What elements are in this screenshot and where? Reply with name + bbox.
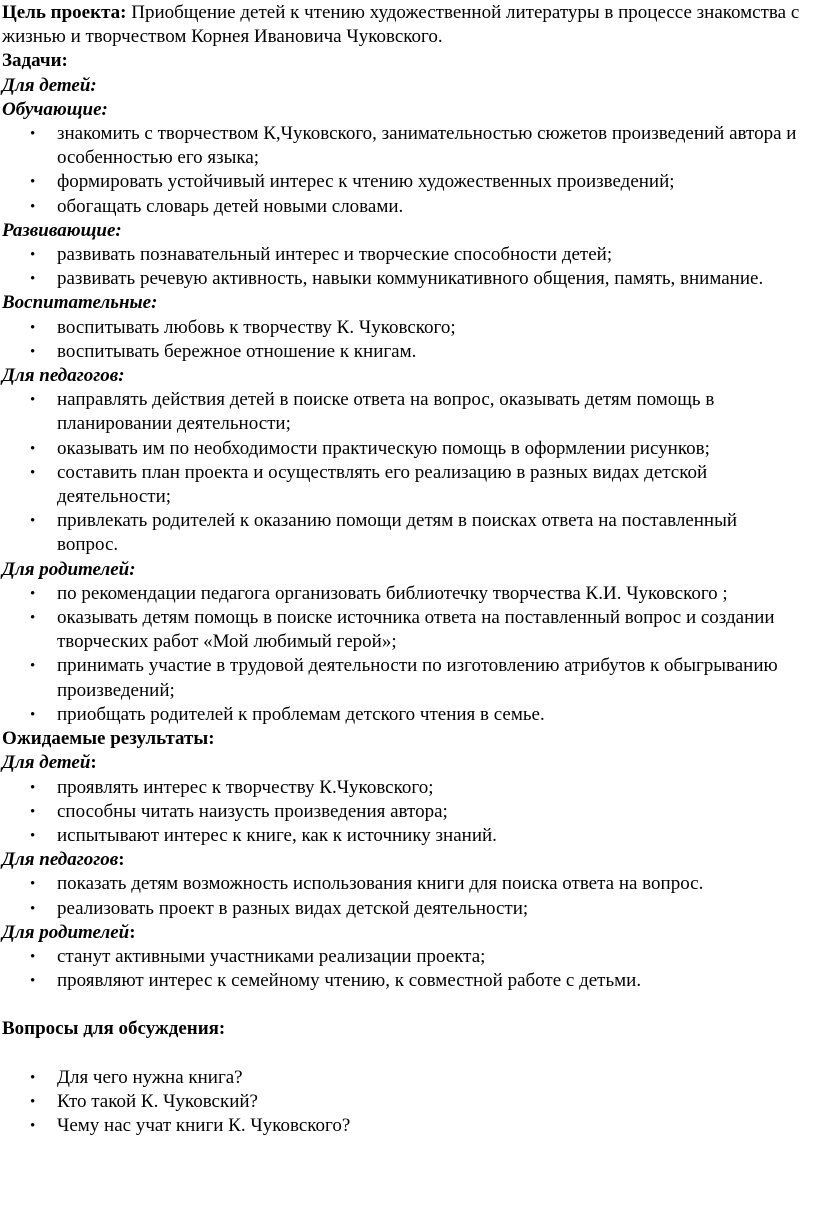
list-item: • воспитывать бережное отношение к книгам. <box>57 340 802 364</box>
list-item: • приобщать родителей к проблемам детского чтения в семье. <box>57 703 802 727</box>
results-parents-heading: Для родителей: <box>2 921 136 943</box>
tasks-teachers-list <box>2 388 802 557</box>
list-item: • Чему нас учат книги К. Чуковского? <box>57 1114 802 1138</box>
tasks-parents-list <box>2 582 802 727</box>
list-item: • составить план проекта и осуществлять его реализацию в разных видах детской деятельности; <box>57 461 802 509</box>
spacer <box>2 993 802 1017</box>
list-item: • формировать устойчивый интерес к чтению художественных произведений; <box>57 170 802 194</box>
tasks-children-heading: Для детей: <box>2 74 97 96</box>
list-item: • по рекомендации педагога организовать библиотечку творчества К.И. Чуковского ; <box>57 582 802 606</box>
project-goal <box>2 1 802 49</box>
teaching-list <box>2 122 802 219</box>
list-item: • Для чего нужна книга? <box>57 1066 802 1090</box>
list-item: • обогащать словарь детей новыми словами. <box>57 195 802 219</box>
questions-list <box>2 1066 802 1139</box>
results-teachers-heading: Для педагогов: <box>2 849 125 871</box>
list-item: • способны читать наизусть произведения автора; <box>57 800 802 824</box>
goal-text: Приобщение детей к чтению художественной литературы в процессе знакомства с жизнью и творчеством Корнея Ивановича Чуковского. <box>2 2 800 48</box>
goal-label: Цель проекта: <box>2 2 127 23</box>
spacer <box>2 1042 802 1066</box>
results-parents-list <box>2 945 802 993</box>
list-item: • реализовать проект в разных видах детской деятельности; <box>57 897 802 921</box>
questions-heading: Вопросы для обсуждения: <box>2 1018 226 1040</box>
list-item: • воспитывать любовь к творчеству К. Чуковского; <box>57 316 802 340</box>
list-item: • привлекать родителей к оказанию помощи детям в поисках ответа на поставленный вопрос. <box>57 509 802 557</box>
list-item: • направлять действия детей в поиске ответа на вопрос, оказывать детям помощь в планировании деятельности; <box>57 388 802 436</box>
list-item: • оказывать им по необходимости практическую помощь в оформлении рисунков; <box>57 437 802 461</box>
list-item: • испытывают интерес к книге, как к источнику знаний. <box>57 824 802 848</box>
list-item: • показать детям возможность использования книги для поиска ответа на вопрос. <box>57 872 802 896</box>
list-item: • проявлять интерес к творчеству К.Чуковского; <box>57 776 802 800</box>
list-item: • принимать участие в трудовой деятельности по изготовлению атрибутов к обыгрыванию произведений; <box>57 654 802 702</box>
list-item: • Кто такой К. Чуковский? <box>57 1090 802 1114</box>
developing-list <box>2 243 802 291</box>
list-item: • проявляют интерес к семейному чтению, к совместной работе с детьми. <box>57 969 802 993</box>
educational-heading: Воспитательные: <box>2 292 158 314</box>
list-item: • развивать речевую активность, навыки коммуникативного общения, память, внимание. <box>57 267 802 291</box>
teaching-heading: Обучающие: <box>2 98 108 120</box>
list-item: • оказывать детям помощь в поиске источника ответа на поставленный вопрос и создании творческих работ «Мой любимый герой»; <box>57 606 802 654</box>
results-children-heading: Для детей: <box>2 752 97 774</box>
educational-list <box>2 316 802 364</box>
results-heading: Ожидаемые результаты: <box>2 728 215 750</box>
developing-heading: Развивающие: <box>2 219 122 241</box>
tasks-parents-heading: Для родителей: <box>2 558 136 580</box>
results-children-list <box>2 776 802 849</box>
list-item: • станут активными участниками реализации проекта; <box>57 945 802 969</box>
list-item: • знакомить с творчеством К,Чуковского, занимательностью сюжетов произведений автора и особенностью его языка; <box>57 122 802 170</box>
tasks-heading: Задачи: <box>2 50 68 72</box>
results-teachers-list <box>2 872 802 920</box>
list-item: • развивать познавательный интерес и творческие способности детей; <box>57 243 802 267</box>
tasks-teachers-heading: Для педагогов: <box>2 365 125 387</box>
